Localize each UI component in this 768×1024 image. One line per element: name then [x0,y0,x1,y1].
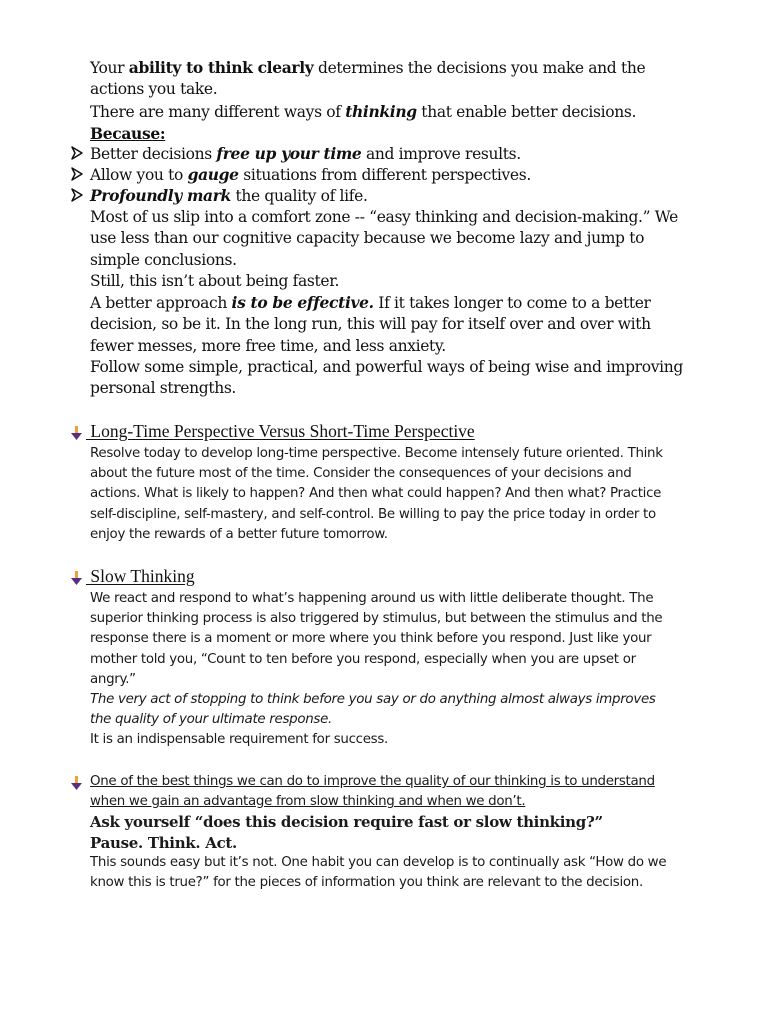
main-paragraphs [90,207,690,400]
text: If it takes longer to come to a better decision, so be it. In the long run, this will pay for itself over and over with fewer messes, more free time, and less anxiety. [90,294,651,355]
down-arrow-bullet-icon [68,774,86,792]
section-heading-long-time [68,421,475,442]
section-3 [68,772,688,893]
bold-italic-text: free up your time [216,144,362,163]
bold-italic-text: is to be effective. [231,293,374,313]
text: Allow you to [90,166,188,184]
down-arrow-bullet-icon [68,424,86,442]
paragraph: Most of us slip into a comfort zone -- “easy thinking and decision-making.” We use less than our cognitive capacity because we become lazy and jump to simple conclusions. [90,208,678,269]
italic-paragraph: The very act of stopping to think before you say or do anything almost always improves the quality of your ultimate response. [90,692,656,728]
ask-yourself-line: Ask yourself “does this decision require fast or slow thinking?” [90,813,603,832]
text: situations from different perspectives. [238,166,531,184]
text: determines the decisions you make and the actions you take. [90,59,646,99]
intro-line-2 [90,101,690,123]
bullet-text [90,143,521,165]
bold-italic-text: gauge [187,165,239,184]
text: Better decisions [90,145,217,163]
text: that enable better decisions. [416,102,637,121]
paragraph [90,292,690,357]
paragraph: It is an indispensable requirement for success. [90,732,388,748]
section-3-heading: One of the best things we can do to improve the quality of our thinking is to understand when we gain an advantage from slow thinking and when we don’t. [90,774,655,810]
paragraph: This sounds easy but it’s not. One habit you can develop is to continually ask “How do we know this is true?” for the pieces of information you think are relevant to the decision. [90,854,667,891]
section-2-body [90,589,680,751]
intro-line-1 [90,57,690,101]
text: and improve results. [361,145,521,163]
bullet-text [90,185,368,207]
bold-underlined-text: Because: [90,123,166,143]
bullet-text [90,164,531,186]
paragraph: Still, this isn’t about being faster. [90,271,340,290]
arrow-bullet-icon [68,164,86,184]
paragraph: We react and respond to what’s happening around us with little deliberate thought. The superior thinking process is also triggered by stimulus, but between the stimulus and the response there is a moment or more where you think before you respond. Just like your mother told you, “Count to ten before you respond, especially when you are upset or angry.” [90,591,663,687]
bold-italic-text: Profoundly mark [90,186,231,205]
arrow-bullet-icon [68,185,86,205]
heading-text: Slow Thinking [86,566,195,586]
down-arrow-bullet-icon [68,569,86,587]
bold-text: ability to think clearly [128,58,314,77]
because-label [90,123,690,145]
section-3-content [90,772,688,893]
text: the quality of life. [230,187,368,205]
heading-text: Long-Time Perspective Versus Short-Time Perspective [86,421,475,441]
section-1-body [90,444,680,545]
text: There are many different ways of [90,102,346,121]
paragraph: Resolve today to develop long-time perspective. Become intensely future oriented. Think about the future most of the time. Consider the consequences of your decisions and actions. What is likely to happen? And then what could happen? And then what? Practice self-discipline, self-mastery, and self-control. Be willing to pay the price today in order to enjoy the rewards of a better future tomorrow. [90,446,663,542]
paragraph: Follow some simple, practical, and powerful ways of being wise and improving personal strengths. [90,358,683,398]
text: Your [90,59,129,77]
intro-block [90,57,690,145]
arrow-bullet-icon [68,143,86,163]
text: A better approach [90,294,232,313]
pause-think-act-line: Pause. Think. Act. [90,833,237,852]
section-heading-slow-thinking [68,566,195,587]
bold-italic-text: thinking [345,101,417,121]
